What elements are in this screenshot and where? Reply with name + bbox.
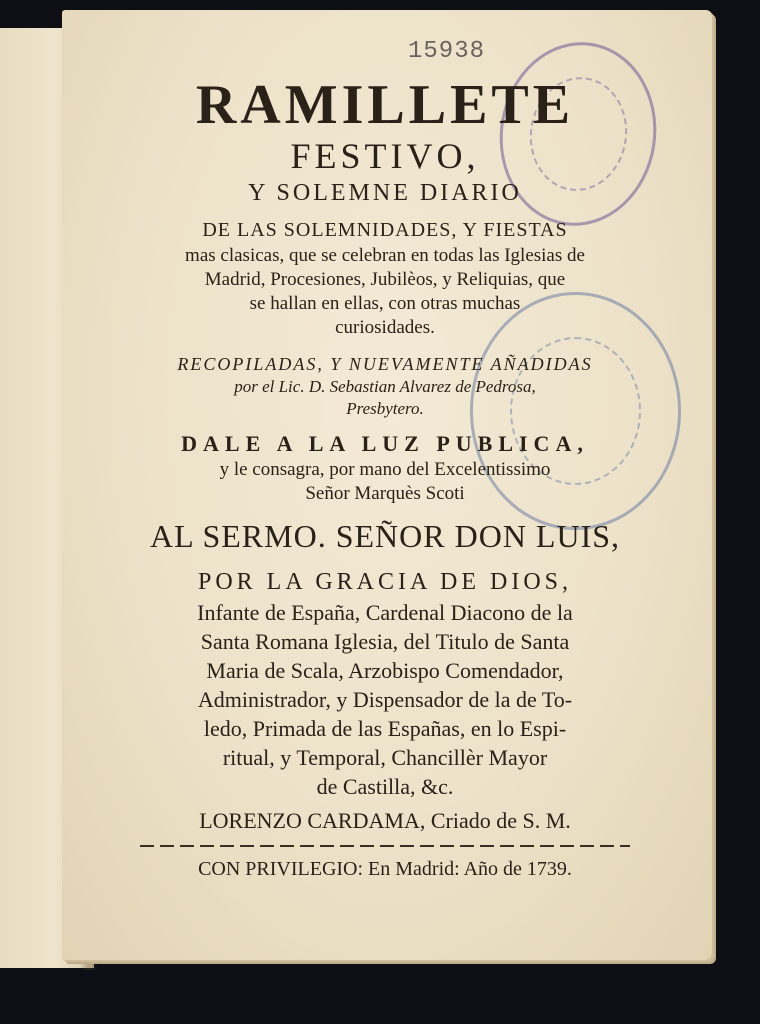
- titles-line: POR LA GRACIA DE DIOS,: [197, 569, 573, 595]
- imprint-line: CON PRIVILEGIO: En Madrid: Año de 1739.: [198, 858, 572, 880]
- compiler-line: Presbytero.: [346, 399, 424, 418]
- subtitle-line: se hallan en ellas, con otras muchas: [249, 293, 521, 314]
- title-page-text: [90, 70, 680, 883]
- subtitle-line: curiosidades.: [335, 317, 435, 338]
- title-line-3: Y SOLEMNE DIARIO: [248, 180, 522, 206]
- titles-line: Santa Romana Iglesia, del Titulo de Santa: [200, 629, 570, 654]
- title-line-2: FESTIVO,: [290, 136, 480, 176]
- subtitle-line: DE LAS SOLEMNIDADES, Y FIESTAS: [202, 219, 568, 241]
- compiler-line: por el Lic. D. Sebastian Alvarez de Pedrosa,: [234, 377, 536, 396]
- titles-line: Maria de Scala, Arzobispo Comendador,: [206, 658, 564, 683]
- title-line-1: RAMILLETE: [195, 74, 575, 136]
- titles-line: Administrador, y Dispensador de la de To-: [197, 687, 573, 712]
- divider-rule: [140, 845, 630, 847]
- compiler-line: RECOPILADAS, Y NUEVAMENTE AÑADIDAS: [177, 354, 593, 374]
- titles-line: ritual, y Temporal, Chancillèr Mayor: [222, 745, 548, 770]
- titles-line: ledo, Primada de las Españas, en lo Espi-: [203, 716, 567, 741]
- printer-line: LORENZO CARDAMA, Criado de S. M.: [199, 808, 571, 833]
- publication-line: Señor Marquès Scoti: [305, 483, 465, 504]
- accession-number: 15938: [408, 38, 486, 65]
- publication-line: y le consagra, por mano del Excelentissimo: [219, 459, 551, 480]
- titles-line: Infante de España, Cardenal Diacono de la: [197, 600, 573, 625]
- dedication: AL SERMO. SEÑOR DON LUIS,: [149, 518, 621, 554]
- publication-line: DALE A LA LUZ PUBLICA,: [181, 431, 589, 456]
- subtitle-line: mas clasicas, que se celebran en todas las Iglesias de: [185, 245, 585, 266]
- titles-line: de Castilla, &c.: [316, 774, 454, 799]
- subtitle-line: Madrid, Procesiones, Jubilèos, y Reliquias, que: [204, 269, 566, 290]
